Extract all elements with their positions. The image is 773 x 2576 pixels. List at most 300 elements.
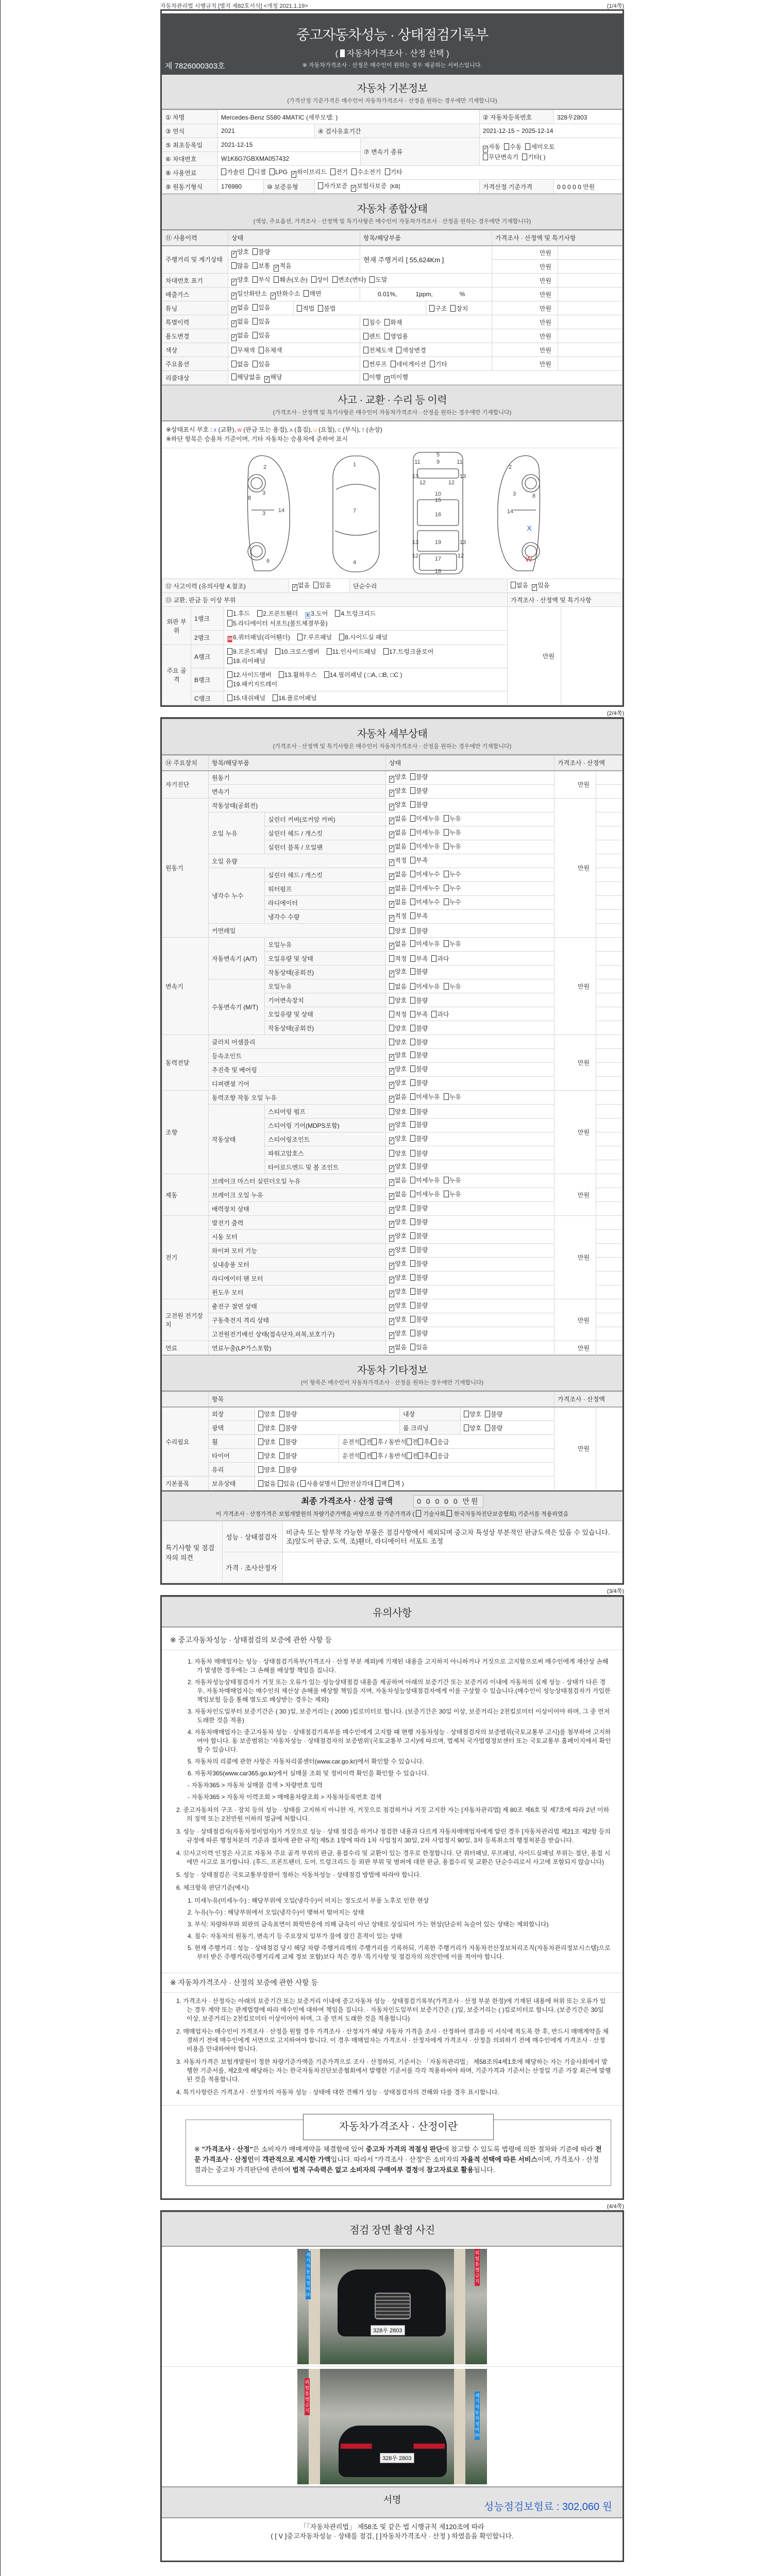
option-label: 누유	[449, 843, 461, 850]
checkbox[interactable]	[431, 1011, 436, 1018]
checkbox[interactable]	[389, 1039, 394, 1045]
option-label: 불량	[491, 1424, 503, 1432]
checkbox[interactable]	[410, 815, 415, 822]
checkbox[interactable]	[410, 1330, 415, 1336]
option	[444, 1177, 461, 1184]
checkbox[interactable]	[410, 1177, 415, 1183]
checkbox[interactable]	[444, 871, 449, 877]
checkbox[interactable]	[253, 262, 258, 269]
other-info-table	[162, 1392, 623, 1490]
checkbox[interactable]	[253, 318, 258, 325]
checkbox[interactable]: ✓	[351, 185, 356, 191]
part-option	[257, 610, 298, 617]
checkbox[interactable]	[410, 787, 415, 794]
checkbox[interactable]	[464, 1411, 469, 1417]
checkbox[interactable]	[410, 1191, 415, 1197]
checkbox[interactable]	[363, 374, 368, 380]
checkbox[interactable]	[384, 319, 390, 326]
checkbox[interactable]	[444, 1191, 449, 1197]
checkbox[interactable]: ✓	[390, 1124, 394, 1129]
section-title: 자동차 종합상태	[357, 204, 428, 215]
checkbox[interactable]	[444, 1177, 449, 1183]
option	[389, 968, 407, 975]
checkbox[interactable]	[483, 154, 488, 160]
checkbox[interactable]: ✓	[390, 1318, 394, 1324]
price-blank	[596, 771, 623, 785]
part-option	[327, 648, 376, 655]
repair-options	[255, 1449, 339, 1463]
checkbox[interactable]	[410, 1079, 415, 1086]
checkbox[interactable]	[389, 997, 394, 1004]
checkbox[interactable]	[418, 1438, 423, 1445]
option-label: 누유	[449, 1093, 461, 1100]
option-label: 세미오토	[531, 143, 555, 150]
option	[504, 143, 522, 150]
checkbox[interactable]	[275, 648, 280, 655]
checkbox[interactable]	[450, 305, 456, 312]
checkbox[interactable]	[253, 276, 258, 283]
checkbox[interactable]	[410, 1232, 415, 1239]
checkbox[interactable]	[410, 801, 415, 808]
checkbox[interactable]	[410, 1218, 415, 1225]
checkbox[interactable]: W	[228, 636, 232, 641]
checkbox[interactable]	[410, 773, 415, 780]
checkbox[interactable]	[332, 276, 338, 283]
checkbox[interactable]	[227, 671, 232, 678]
price-blank	[596, 924, 623, 938]
sub-item-label: 스티어링 기어(MDPS포함)	[265, 1118, 386, 1132]
checkbox[interactable]: ✓	[390, 943, 394, 948]
checkbox-engineer-society[interactable]	[416, 1510, 421, 1517]
checkbox[interactable]	[227, 648, 232, 655]
checkbox[interactable]	[410, 955, 415, 962]
checkbox[interactable]	[318, 305, 323, 312]
checkbox[interactable]	[227, 657, 232, 664]
checkbox[interactable]	[410, 1093, 415, 1100]
checkbox[interactable]	[431, 1438, 436, 1445]
checkbox[interactable]	[330, 168, 335, 175]
checkbox[interactable]	[351, 168, 357, 175]
option	[410, 1079, 428, 1087]
part-number-label: 13	[459, 539, 466, 546]
checkbox[interactable]	[430, 361, 435, 367]
legend-symbol: X	[212, 428, 217, 433]
checkbox[interactable]	[410, 1065, 415, 1072]
checkbox[interactable]	[311, 276, 316, 283]
checkbox[interactable]: ✓	[390, 1082, 394, 1088]
checkbox[interactable]	[297, 634, 303, 640]
checkbox[interactable]	[410, 1274, 415, 1281]
checkbox[interactable]: ✓	[390, 1332, 394, 1338]
checkbox[interactable]	[338, 1480, 343, 1487]
option	[444, 885, 461, 892]
checkbox[interactable]: ✓	[390, 1179, 394, 1185]
item-group-label: 자동변속기 (A/T)	[209, 938, 265, 979]
checkbox[interactable]	[511, 582, 516, 588]
checkbox[interactable]	[410, 940, 415, 947]
checkbox[interactable]	[431, 1452, 436, 1459]
checkbox[interactable]	[389, 1480, 394, 1487]
option-label: 없음	[395, 1093, 407, 1100]
checkbox[interactable]	[504, 143, 509, 150]
part-group-label: 외판 부위	[162, 607, 191, 645]
price-blank	[596, 1327, 623, 1341]
checkbox[interactable]	[318, 182, 323, 189]
option	[389, 773, 407, 781]
main-option-kind	[360, 357, 492, 371]
checkbox[interactable]	[396, 347, 401, 353]
checkbox[interactable]: ✓	[390, 1304, 394, 1310]
detail-row	[162, 785, 623, 799]
law-confirmation	[162, 2518, 623, 2561]
item-label: 작동상태(공회전)	[209, 799, 386, 812]
checkbox[interactable]	[429, 305, 434, 312]
checkbox[interactable]	[253, 248, 258, 255]
checkbox[interactable]	[257, 610, 262, 617]
option	[450, 305, 468, 312]
checkbox[interactable]	[231, 361, 237, 367]
checkbox[interactable]: ✓	[232, 251, 237, 257]
checkbox[interactable]	[410, 829, 415, 836]
detail-row	[162, 938, 623, 952]
repair-row	[162, 1435, 623, 1449]
checkbox[interactable]	[360, 1438, 365, 1445]
checkbox[interactable]	[485, 1411, 490, 1417]
checkbox[interactable]	[522, 154, 527, 160]
checkbox[interactable]	[410, 843, 415, 850]
checkbox[interactable]: ✓	[390, 901, 394, 907]
checkbox[interactable]: ✓	[390, 1346, 394, 1352]
checkbox[interactable]	[410, 1121, 415, 1128]
checkbox[interactable]	[410, 912, 415, 919]
checkbox[interactable]: ✓	[390, 1068, 394, 1074]
checkbox[interactable]: ✓	[390, 887, 394, 893]
checkbox[interactable]: X	[306, 613, 310, 618]
checkbox[interactable]: ✓	[390, 971, 394, 976]
option-label: 적정	[395, 912, 407, 920]
checkbox[interactable]	[410, 1205, 415, 1211]
checkbox[interactable]	[389, 983, 394, 990]
checkbox[interactable]	[410, 1260, 415, 1267]
checkbox[interactable]	[253, 304, 258, 311]
checkbox[interactable]: ✓	[390, 845, 394, 851]
checkbox[interactable]	[258, 1411, 263, 1417]
checkbox[interactable]: ✓	[390, 1138, 394, 1143]
option	[318, 182, 347, 190]
status-options	[386, 1105, 554, 1118]
checkbox[interactable]	[279, 1452, 284, 1459]
checkbox[interactable]	[410, 1150, 415, 1157]
option-label: 양호	[237, 276, 249, 283]
option	[279, 1452, 297, 1460]
checkbox[interactable]: ✓	[390, 1291, 394, 1296]
checkbox[interactable]: ✓	[390, 790, 394, 795]
checkbox[interactable]	[360, 1452, 365, 1459]
checkbox[interactable]	[339, 634, 344, 640]
detail-row	[162, 1313, 623, 1327]
checkbox[interactable]: ✓	[390, 1263, 394, 1268]
repair-options	[461, 1407, 554, 1421]
option-label: 양호	[395, 1316, 407, 1323]
checkbox[interactable]	[444, 983, 449, 990]
checkbox[interactable]	[444, 815, 449, 822]
checkbox[interactable]	[258, 1438, 263, 1445]
checkbox[interactable]	[300, 1480, 306, 1487]
position-options	[339, 1435, 554, 1449]
checkbox[interactable]	[363, 347, 368, 353]
option-label: 과다	[437, 955, 449, 962]
price-blank	[596, 1216, 623, 1230]
checkbox[interactable]: ✓	[291, 171, 296, 177]
checkbox[interactable]	[410, 899, 415, 905]
checkbox[interactable]	[410, 1135, 415, 1142]
option-label: 있음	[416, 1344, 428, 1351]
position-label: 전	[365, 1452, 372, 1460]
option-label: 불량	[416, 927, 428, 935]
checkbox[interactable]: ✓	[232, 320, 237, 326]
part-number-label: 5	[436, 452, 440, 458]
checkbox[interactable]: ✓	[390, 915, 394, 921]
document-header	[162, 11, 623, 73]
vin-label: ⑥ 차대번호	[162, 152, 218, 166]
checkbox[interactable]: ✓	[390, 1235, 394, 1241]
detail-row	[162, 854, 623, 868]
checkbox[interactable]: ✓	[232, 293, 237, 298]
repair-item-label: 유리	[209, 1463, 255, 1477]
status-options	[386, 1258, 554, 1272]
checkbox[interactable]	[369, 276, 375, 283]
price-blank	[596, 1146, 623, 1160]
checkbox[interactable]	[335, 610, 340, 617]
checkbox[interactable]	[444, 843, 449, 850]
checkbox[interactable]	[363, 319, 368, 326]
rear-inspection-photo[interactable]	[297, 2369, 487, 2484]
checkbox[interactable]	[391, 361, 396, 367]
checkbox[interactable]	[410, 927, 415, 934]
checkbox[interactable]	[407, 1452, 412, 1459]
option	[485, 1411, 502, 1418]
position-label: 응급	[437, 1452, 449, 1460]
checkbox[interactable]	[418, 1452, 423, 1459]
checkbox[interactable]	[444, 1093, 449, 1100]
checkbox[interactable]	[464, 1425, 469, 1431]
checkbox[interactable]	[372, 1438, 377, 1445]
checkbox[interactable]: ✓	[385, 376, 390, 382]
option-label: 탄화수소	[276, 290, 300, 297]
checkbox[interactable]: ✓	[390, 873, 394, 879]
checkbox[interactable]	[297, 305, 302, 312]
option	[231, 347, 255, 354]
checkbox[interactable]	[444, 940, 449, 947]
checkbox[interactable]	[444, 885, 449, 891]
option	[410, 1218, 428, 1226]
checkbox[interactable]	[221, 168, 226, 175]
checkbox[interactable]	[363, 361, 368, 367]
checkbox[interactable]	[304, 290, 309, 297]
checkbox[interactable]: ✓	[390, 776, 394, 782]
checkbox[interactable]: ✓	[390, 1249, 394, 1255]
checkbox[interactable]	[258, 1425, 263, 1431]
checkbox[interactable]	[410, 1316, 415, 1323]
criteria-note: 3. 부식: 차량하부와 외판의 금속표면이 화학반응에 의해 금속이 아닌 상태로 상실되어 가는 현상(단순히 녹슬어 있는 상태는 제외합니다)	[188, 1921, 549, 1928]
checkbox[interactable]	[279, 1425, 284, 1431]
checkbox[interactable]	[410, 1011, 415, 1018]
checkbox[interactable]	[389, 927, 394, 934]
checkbox[interactable]	[410, 1288, 415, 1295]
option	[410, 912, 428, 920]
checkbox[interactable]	[273, 694, 278, 701]
checkbox[interactable]	[444, 899, 449, 905]
option-label: 양호	[395, 1108, 407, 1115]
checkbox[interactable]	[363, 333, 368, 340]
checkbox[interactable]	[383, 648, 389, 655]
checkbox[interactable]	[410, 1052, 415, 1058]
rank-parts	[224, 631, 508, 645]
item-label: 실내송풍 모터	[209, 1258, 386, 1272]
legend-text: (손상)	[364, 426, 382, 433]
checkbox[interactable]	[327, 648, 332, 655]
checkbox[interactable]	[410, 1025, 415, 1031]
option-label: 없음	[237, 304, 249, 311]
option-label: 없음	[395, 982, 407, 990]
checkbox[interactable]	[248, 168, 254, 175]
checkbox[interactable]: ✓	[390, 1277, 394, 1282]
option-label: 누유	[449, 829, 461, 836]
checkbox[interactable]	[410, 857, 415, 863]
checkbox[interactable]	[279, 671, 284, 678]
option	[532, 582, 549, 589]
checkbox[interactable]	[410, 871, 415, 877]
checkbox[interactable]	[227, 681, 232, 687]
option-label: 없음	[395, 871, 407, 878]
checkbox[interactable]	[227, 620, 232, 626]
summary-table	[162, 230, 623, 385]
checkbox[interactable]: ✓	[390, 1207, 394, 1213]
checkbox[interactable]	[274, 276, 279, 283]
checkbox[interactable]	[389, 1150, 394, 1157]
checkbox[interactable]	[389, 955, 394, 962]
checkbox[interactable]	[410, 1246, 415, 1253]
price-blank	[596, 1407, 623, 1490]
checkbox[interactable]: ✓	[293, 584, 297, 590]
checkbox[interactable]	[410, 1344, 415, 1350]
option	[444, 829, 461, 836]
option	[389, 1135, 407, 1142]
checkbox[interactable]	[385, 168, 390, 175]
checkbox[interactable]	[258, 1480, 263, 1487]
checkbox[interactable]	[525, 143, 530, 150]
checkbox[interactable]: ✓	[483, 146, 488, 151]
sub-item-label: 오일누유	[265, 979, 386, 993]
checkbox[interactable]	[372, 1452, 377, 1459]
remarks-label: 특기사항 및 점검자의 의견	[162, 1521, 223, 1583]
option-label: 있음	[258, 332, 271, 339]
option	[410, 843, 440, 850]
checkbox-kadwa[interactable]	[447, 1510, 452, 1517]
checkbox[interactable]	[313, 582, 318, 588]
checkbox[interactable]: ✓	[390, 804, 394, 809]
checkbox[interactable]	[253, 361, 258, 367]
checkbox[interactable]	[227, 610, 232, 617]
checkbox[interactable]	[279, 1466, 284, 1473]
checkbox[interactable]	[231, 262, 237, 269]
option	[389, 1108, 407, 1115]
checkbox[interactable]: ✓	[274, 265, 279, 270]
checkbox[interactable]	[384, 333, 390, 340]
repair-item-label: 타이어	[209, 1449, 255, 1463]
checkbox[interactable]	[410, 1039, 415, 1045]
color-options	[228, 343, 360, 357]
checkbox[interactable]	[231, 347, 237, 353]
checkbox[interactable]: ✓	[232, 307, 237, 312]
checkbox[interactable]	[259, 347, 264, 353]
checkbox[interactable]	[410, 997, 415, 1004]
option	[297, 305, 314, 312]
checkbox[interactable]	[410, 1108, 415, 1115]
checkbox[interactable]: ✓	[271, 293, 276, 298]
price-blank	[596, 952, 623, 965]
checkbox[interactable]	[227, 694, 232, 701]
option	[258, 1466, 276, 1473]
checkbox[interactable]	[278, 1480, 283, 1487]
checkbox[interactable]	[444, 829, 449, 836]
checkbox[interactable]	[407, 1438, 412, 1445]
checkbox[interactable]	[389, 1025, 394, 1031]
option	[429, 305, 447, 312]
checkbox[interactable]: ✓	[232, 334, 237, 340]
form-ref-text: 자동차관리법 시행규칙 [별지 제82호서식] <개정 2021.1.19>	[160, 3, 308, 9]
checkbox[interactable]	[375, 1480, 380, 1487]
checkbox[interactable]	[258, 1452, 263, 1459]
checkbox[interactable]: ✓	[390, 1165, 394, 1171]
checkbox[interactable]: ✓	[390, 1193, 394, 1199]
checkbox[interactable]	[253, 332, 258, 338]
part-number-label: 8	[247, 495, 251, 501]
checkbox[interactable]	[410, 1163, 415, 1170]
option	[410, 1011, 428, 1018]
checkbox[interactable]	[410, 968, 415, 975]
checkbox[interactable]: ✓	[390, 859, 394, 865]
checkbox[interactable]	[258, 1466, 263, 1473]
checkbox[interactable]: ✓	[265, 376, 270, 382]
checkbox[interactable]: ✓	[390, 818, 394, 823]
checkbox[interactable]	[279, 1438, 284, 1445]
front-inspection-photo[interactable]	[297, 2249, 487, 2364]
sub-item-label: 실린더 헤드 / 개스킷	[265, 868, 386, 882]
checkbox[interactable]	[231, 374, 237, 380]
checkbox[interactable]: ✓	[232, 279, 237, 284]
option-label: 양호	[395, 1205, 407, 1212]
checkbox[interactable]	[410, 983, 415, 990]
checkbox[interactable]	[431, 955, 436, 962]
option-label: 불량	[258, 248, 271, 256]
checkbox[interactable]	[324, 671, 329, 678]
checkbox[interactable]	[410, 1302, 415, 1309]
checkbox[interactable]	[389, 1108, 394, 1115]
checkbox[interactable]	[389, 1011, 394, 1018]
checkbox[interactable]	[270, 168, 275, 175]
parts-line	[227, 633, 504, 642]
checkbox[interactable]: ✓	[390, 1054, 394, 1060]
checkbox[interactable]	[279, 1411, 284, 1417]
checkbox[interactable]: ✓	[532, 584, 537, 590]
checkbox[interactable]: ✓	[390, 1221, 394, 1227]
detail-row	[162, 1299, 623, 1313]
checkbox[interactable]	[410, 885, 415, 891]
checkbox[interactable]: ✓	[390, 832, 394, 837]
checkbox[interactable]	[485, 1425, 490, 1431]
checkbox[interactable]: ✓	[390, 1096, 394, 1101]
